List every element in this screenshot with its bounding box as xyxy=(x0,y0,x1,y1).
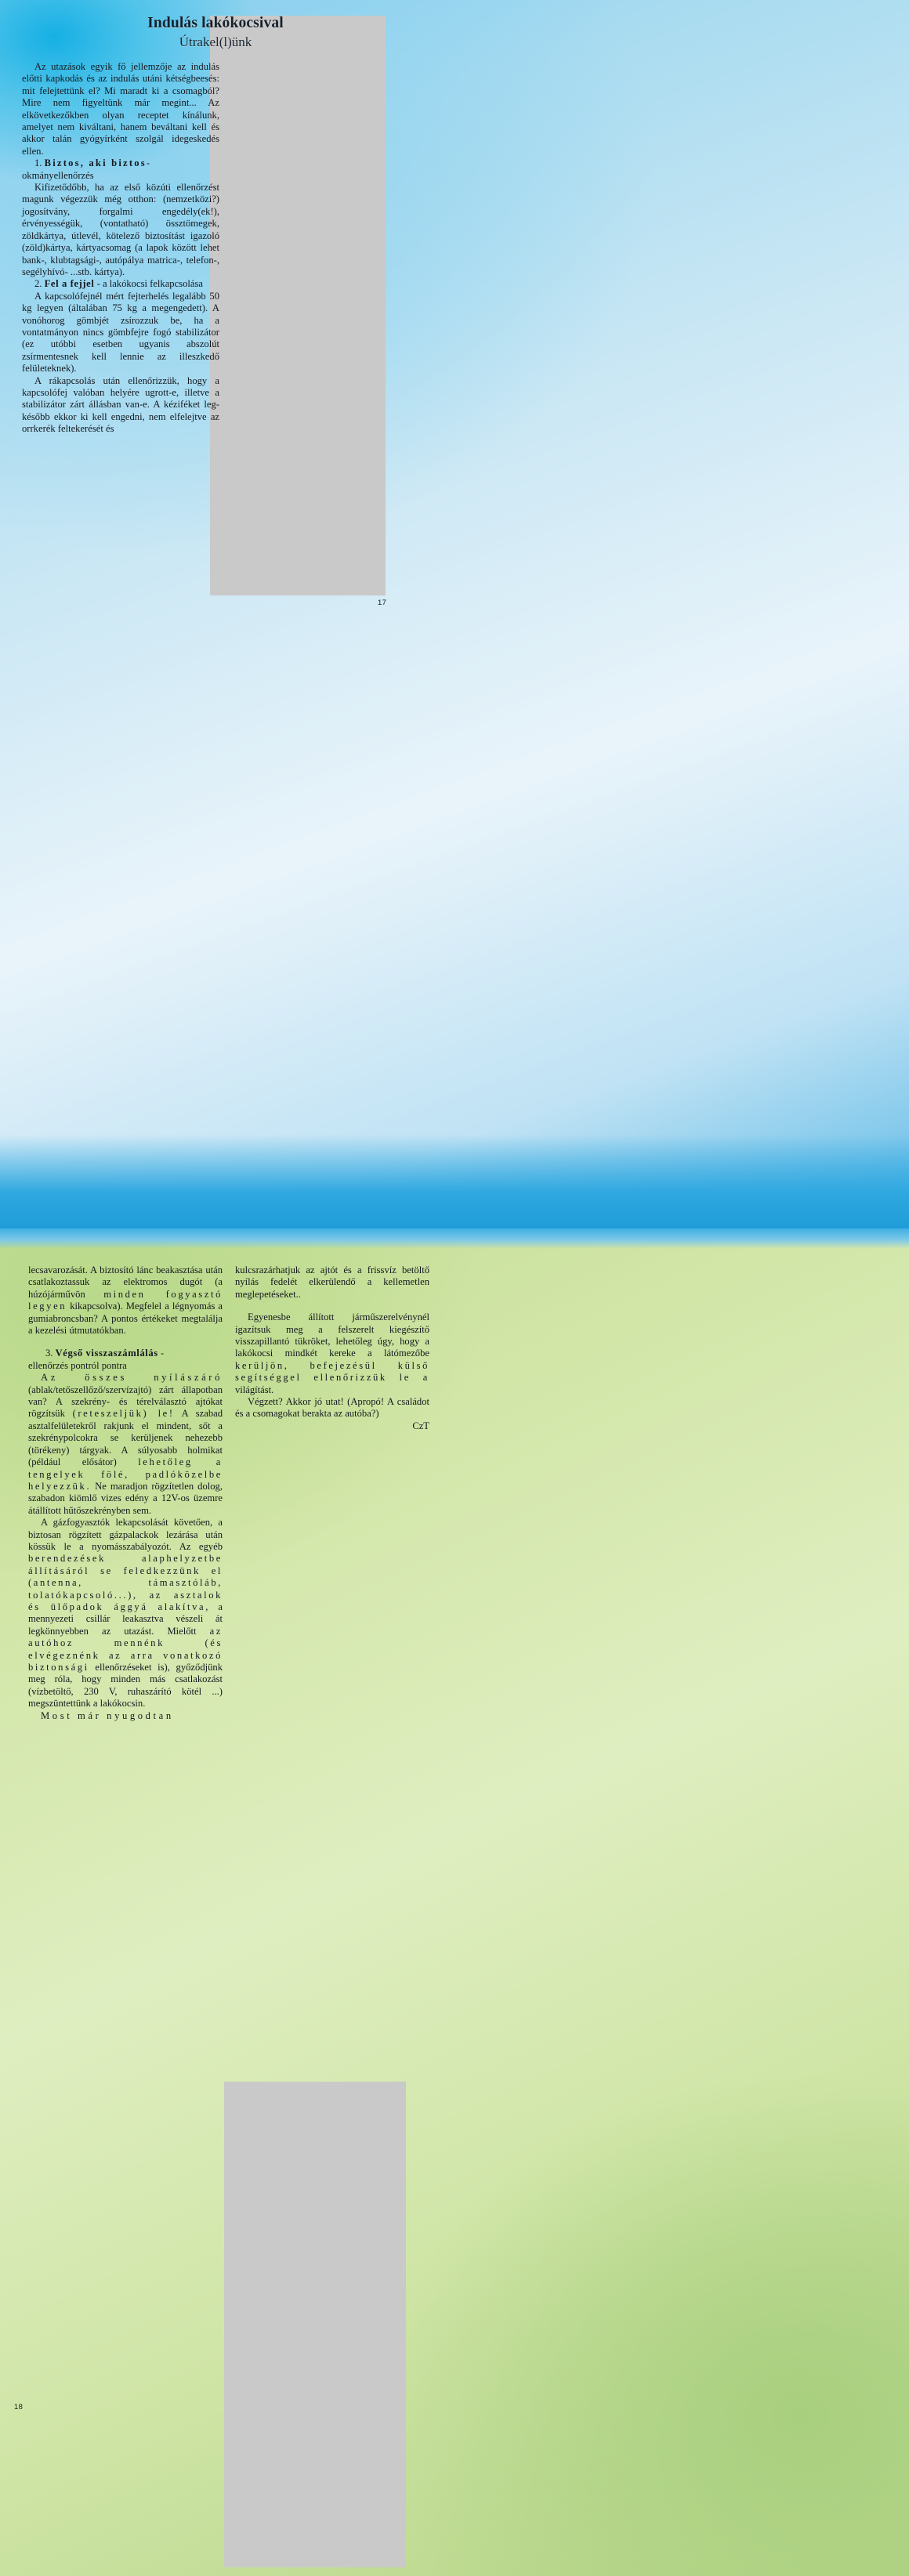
section-2-body-2 xyxy=(22,375,219,436)
left-p3-a: A gázfogyasztók lekapcsolását követően, a biztosan rögzített gázpalackok lezárása után kössük le a nyomásszabályozót. Az egyéb xyxy=(28,1517,223,1552)
left-p2-emphasis-1: Az összes nyílászáró xyxy=(41,1372,223,1384)
section-1-dash: - xyxy=(146,157,150,169)
section-1-body: Kifizetődőbb, ha az első közúti ellenőrzést magunk végezzük még otthon: (nemzetközi?) jogosítvány, forgalmi engedély(ek!), érvényességük, (vontatható) össztömegek, zöldkártya, útlevél, kötelező biztosítást igazoló (zöld)kártya, kártyacsomag (a lapok között lehet bank-, klubtagsági-, autópálya matrica-, telefon-, segélyhívó- ...stb. kártya). xyxy=(22,182,219,277)
right-p2-emphasis: kerüljön, befejezésül külső segítséggel ellenőrizzük le a xyxy=(235,1359,429,1384)
left-p2-a: (ablak/tetőszellőző/szervízajtó) zárt állapotban van? A szekrény- és térelválasztó ajtókat rögzítsük xyxy=(28,1384,223,1420)
right-paragraph-2 xyxy=(235,1312,429,1396)
page-17-text-column xyxy=(22,61,219,436)
page-17 xyxy=(0,0,909,1228)
right-p2-b: világítást. xyxy=(235,1384,274,1395)
right-paragraph-1: kulcsrazárhatjuk az ajtót és a frissvíz betöltő nyílás fedelét elkerülendő a kellemetlen meglepetéseket.. xyxy=(235,1264,429,1300)
section-3-title: Végső visszaszámlálás xyxy=(55,1348,158,1359)
left-p2-emphasis-2: (reteszeljük) le! xyxy=(72,1408,175,1420)
page-number-18: 18 xyxy=(14,2403,24,2411)
page-18-right-column xyxy=(235,1264,429,1432)
section-2-body-3: később ekkor ki kell engedni, nem elfelejtve az orrkerék feltekerését és xyxy=(22,411,219,435)
page-18-left-column xyxy=(28,1264,223,1722)
section-2-number: 2. xyxy=(34,278,42,290)
right-p2-a: Egyenesbe állított járműszerelvénynél igazítsuk meg a felszerelt kiegészítő visszapillantó tükröket, lehetőleg úgy, hogy a lakókocsi mindkét kereke a látómezőbe xyxy=(235,1312,429,1359)
section-1-number: 1. xyxy=(34,157,42,169)
section-1-heading-paragraph xyxy=(22,157,219,182)
section-3-number: 3. xyxy=(45,1348,53,1359)
section-2-dash: - xyxy=(96,278,100,290)
left-paragraph-3 xyxy=(28,1517,223,1710)
left-paragraph-4: Most már nyugodtan xyxy=(41,1709,174,1721)
photo-placeholder-page-17 xyxy=(210,16,386,595)
left-p3-emphasis-2: az autóhoz mennénk (és elvégeznénk az arra vonatkozó biztonsági xyxy=(28,1625,223,1673)
section-1-subtitle: okmányellenőrzés xyxy=(22,169,94,181)
page-number-17: 17 xyxy=(378,599,387,607)
section-2-heading-paragraph xyxy=(22,278,219,290)
left-p2-emphasis-3: lehetőleg a tengelyek fölé, padlóközelbe helyezzük. xyxy=(28,1456,223,1492)
left-p1-a: lecsavarozását. A biztosító lánc beakasztása után csatlakoztassuk az elektromos dugót (a húzójárművön xyxy=(28,1264,223,1300)
left-p1-emphasis: minden fogyasztó legyen xyxy=(28,1288,223,1312)
left-p1-b: kikapcsolva). Megfelel a légnyomás a gumiabroncsban? A pontos értékeket megtalálja a kezelési útmutatókban. xyxy=(28,1301,223,1337)
section-2-tail: a lakókocsi felkapcsolása xyxy=(102,278,203,290)
left-p3-b: a mennyezeti csillár leakasztva vészeli át legkönnyebben az utazást. Mielőtt xyxy=(28,1601,223,1637)
article-title: Indulás lakókocsival xyxy=(147,15,284,31)
section-2-title: Fel a fejjel xyxy=(44,278,95,290)
intro-paragraph: Az utazások egyik fő jellemzője az indulás előtti kapkodás és az indulás utáni kétségbeesés: mit felejtettünk el? Mi maradt ki a csomagból? Mire nem figyeltünk már megint... Az elkövetkezőkben olyan receptet kínálunk, amelyet nem kiváltani, hanem beváltani kell és akkor talán gyógyírként szolgál idegeskedés ellen. xyxy=(22,61,219,157)
author-signature: CzT xyxy=(412,1420,429,1431)
article-subtitle: Útrakel(l)ünk xyxy=(179,34,252,49)
right-paragraph-3: Végzett? Akkor jó utat! (Apropó! A családot és a csomagokat berakta az autóba?) xyxy=(235,1396,429,1420)
left-p3-emphasis-1: berendezések alaphelyzetbe állításáról se feledkezzünk el (antenna, támasztóláb, tolatókapcsoló...), az asztalok és ülőpadok ággyá alakítva, xyxy=(28,1553,223,1612)
page-18 xyxy=(0,1228,909,2576)
section-2-body-1: A kapcsolófejnél mért fejterhelés legalább 50 kg legyen (általában 75 kg a megengedett). A vonóhorog gömbjét zsírozzuk be, ha a vontatmányon nincs gömbfejre fogó stabilizátor (ez utóbbi esetben ugyanis abszolút zsírmentesnek kell lennie az illeszkedő felületeknek). xyxy=(22,290,219,374)
left-paragraph-1 xyxy=(28,1264,223,1337)
section-1-title: Biztos, aki biztos xyxy=(44,157,147,169)
section-2-body-2-text: A rákapcsolás után ellenőrizzük, hogy a kapcsolófej valóban helyére ugrott-e, illetve a stabilizátor zárt állásban van-e. A kézifék xyxy=(22,374,219,411)
section-2-body-2-tail: et leg- xyxy=(193,399,219,411)
left-p3-c: ellenőrzéseket is), győződjünk meg róla, hogy minden más csatlakozást (vízbetöltő, 230 V, ruhaszárító kötél ...) megszüntettünk a lakókocsin. xyxy=(28,1662,223,1709)
section-3-subtitle: ellenőrzés pontról pontra xyxy=(28,1359,127,1371)
left-p2-c: Ne maradjon rögzítetlen dolog, szabadon kiömlő vizes edény a 12V-os üzemre átállított hűtőszekrényben sem. xyxy=(28,1480,223,1516)
section-3-dash: - xyxy=(160,1348,165,1359)
article-heading xyxy=(17,14,414,51)
left-p2-b: A szabad asztalfelületekről rakjunk el mindent, sőt a szekrénypolcokra se kerüljenek nehezebb (törékeny) tárgyak. A súlyosabb holmikat (például elősátor) xyxy=(28,1408,223,1468)
left-paragraph-2 xyxy=(28,1372,223,1517)
photo-placeholder-page-18 xyxy=(224,2082,406,2567)
section-3-heading-paragraph xyxy=(28,1348,223,1372)
